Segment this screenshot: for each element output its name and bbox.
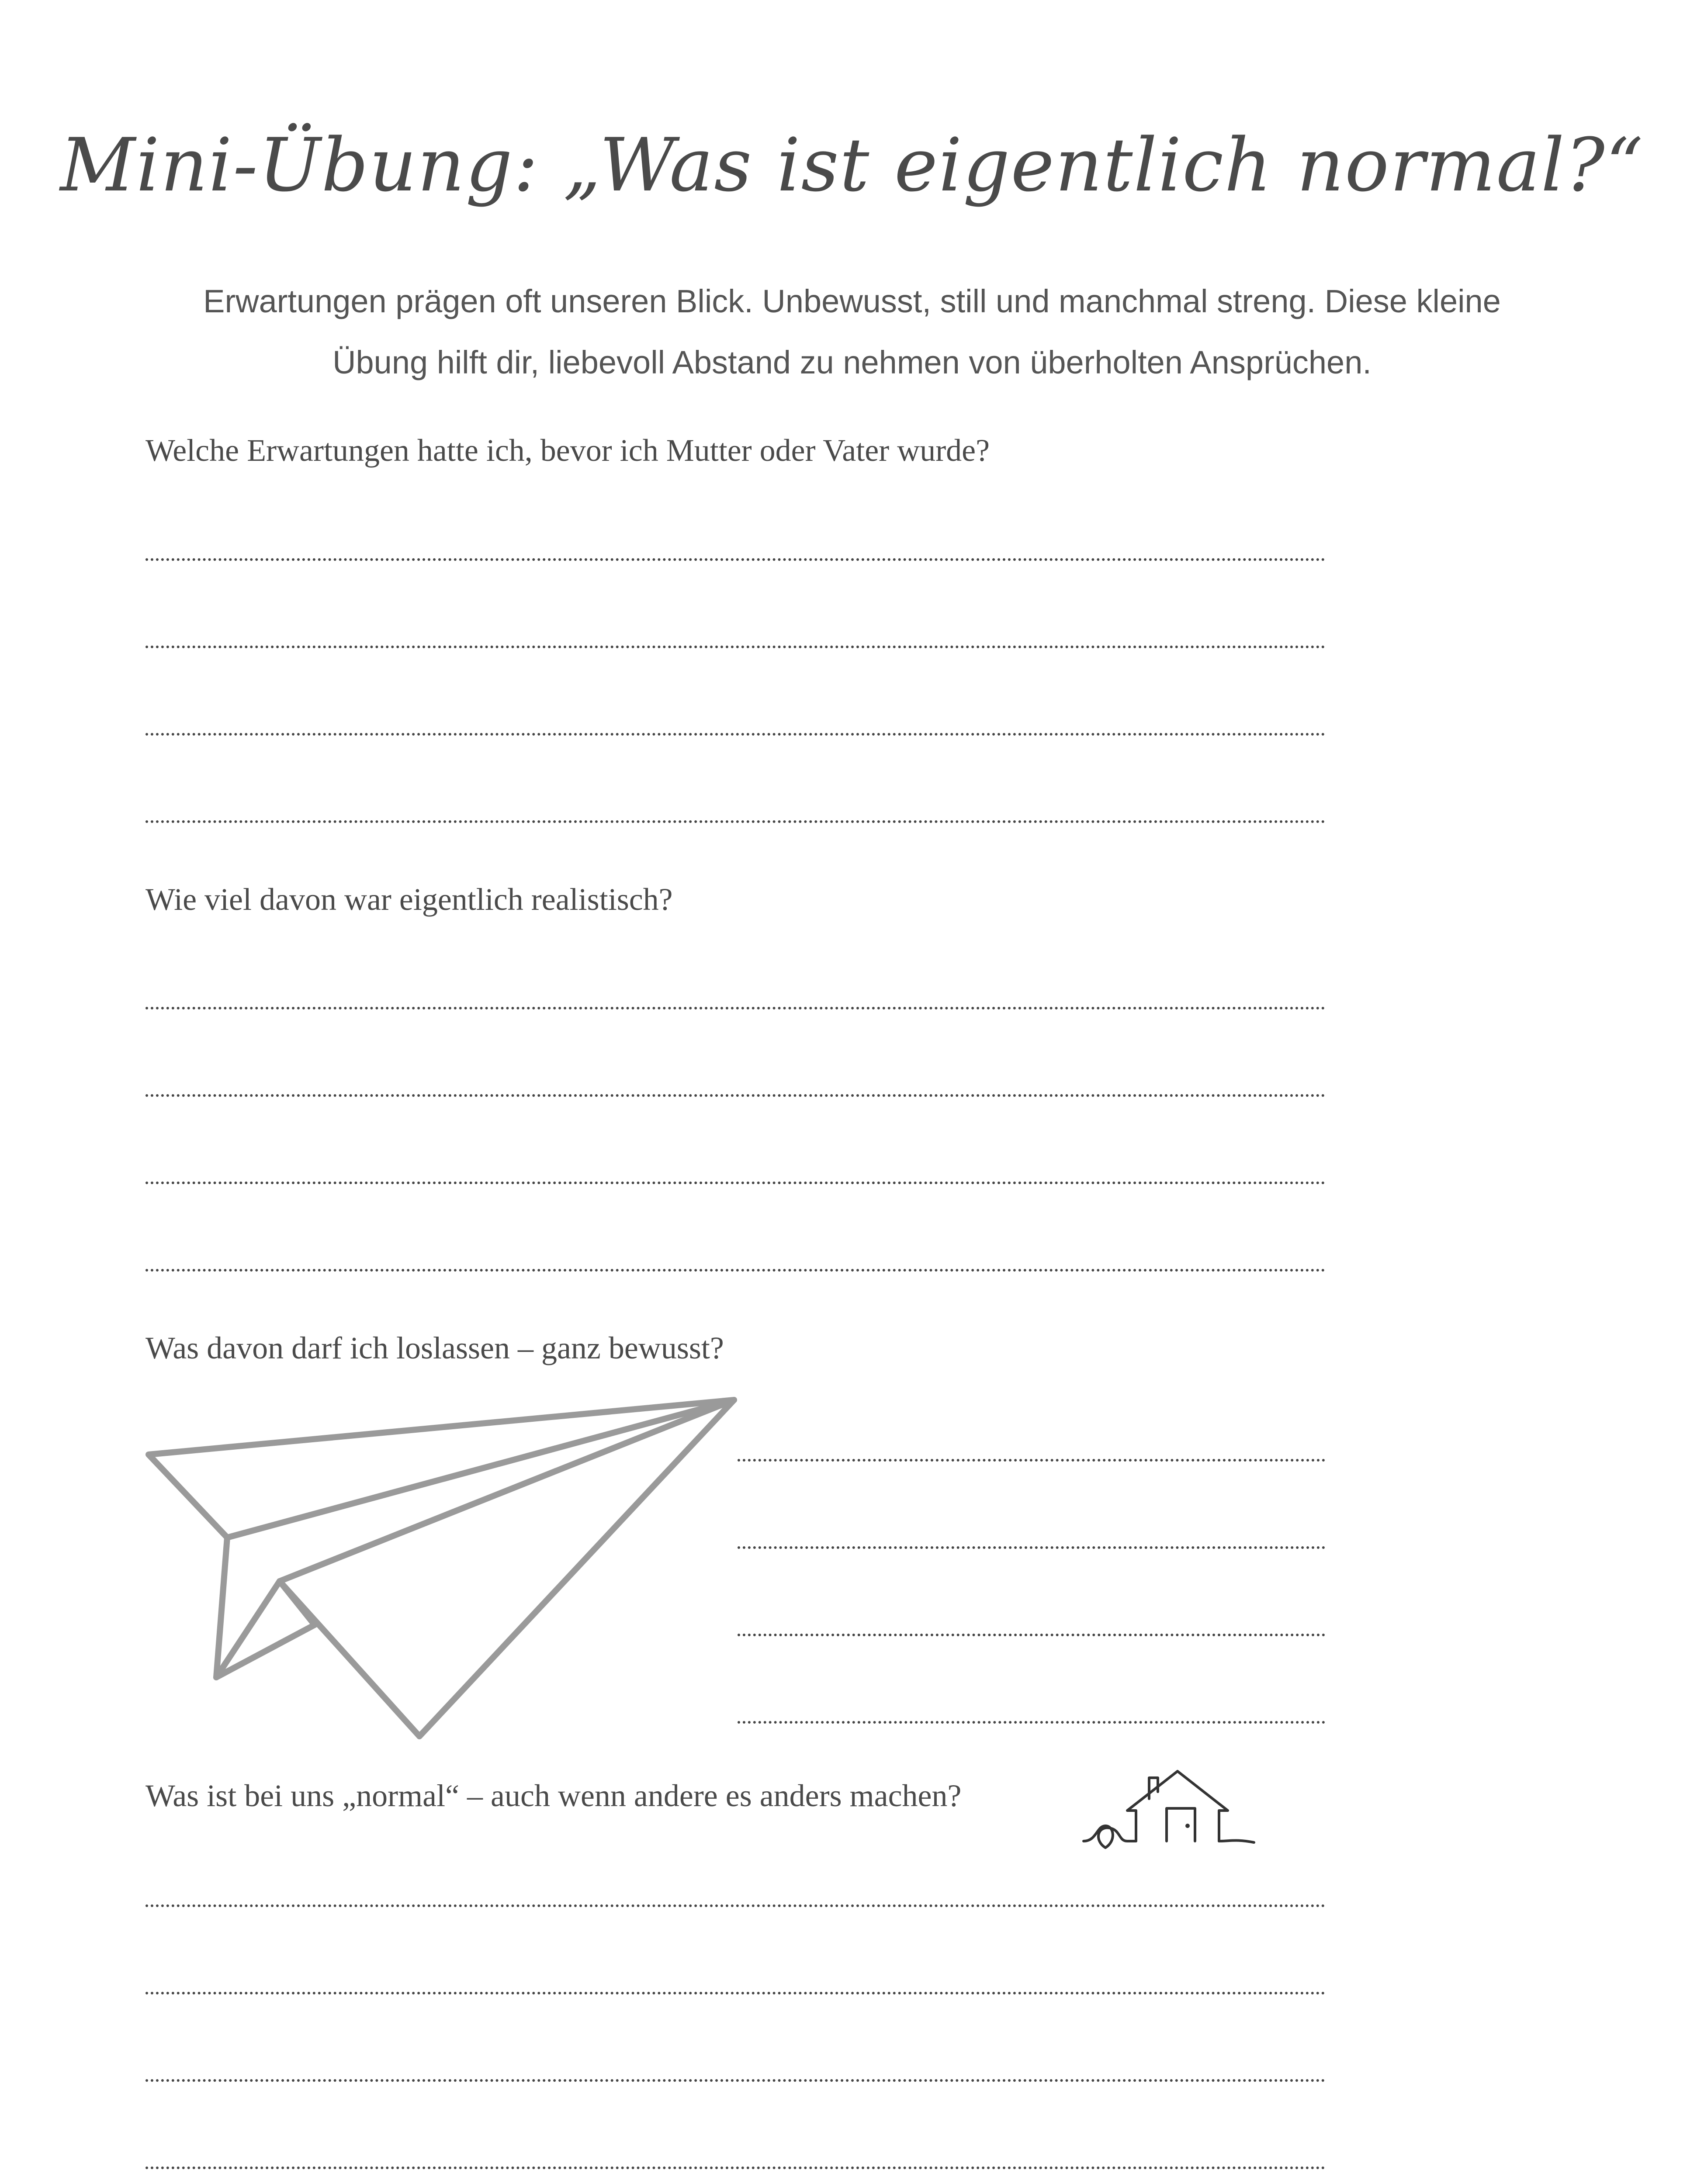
paper-plane-icon [140, 1393, 743, 1752]
house-heart-icon [1079, 1752, 1263, 1856]
answer-line[interactable] [145, 1992, 1325, 1994]
answer-line[interactable] [145, 820, 1325, 823]
answer-line[interactable] [145, 2167, 1325, 2169]
answer-line[interactable] [738, 1546, 1325, 1549]
intro-line-1: Erwartungen prägen oft unseren Blick. Unbewusst, still und manchmal streng. Diese kleine [203, 283, 1501, 319]
answer-line[interactable] [738, 1721, 1325, 1724]
page-title: Mini-Übung: „Was ist eigentlich normal?“ [60, 122, 1644, 208]
answer-line[interactable] [145, 1904, 1325, 1907]
answer-line[interactable] [145, 1007, 1325, 1009]
question-3: Was davon darf ich loslassen – ganz bewusst? [145, 1330, 724, 1365]
answer-line[interactable] [738, 1634, 1325, 1636]
answer-line[interactable] [145, 2079, 1325, 2082]
intro-line-2: Übung hilft dir, liebevoll Abstand zu nehmen von überholten Ansprüchen. [332, 344, 1372, 380]
answer-line[interactable] [145, 646, 1325, 648]
answer-line[interactable] [145, 558, 1325, 561]
answer-line[interactable] [738, 1459, 1325, 1462]
question-1: Welche Erwartungen hatte ich, bevor ich Mutter oder Vater wurde? [145, 433, 990, 468]
question-4: Was ist bei uns „normal“ – auch wenn andere es anders machen? [145, 1778, 962, 1813]
answer-line[interactable] [145, 1094, 1325, 1097]
answer-line[interactable] [145, 1182, 1325, 1184]
question-2: Wie viel davon war eigentlich realistisch? [145, 882, 673, 917]
answer-line[interactable] [145, 733, 1325, 736]
intro-text [131, 271, 1573, 393]
answer-line[interactable] [145, 1269, 1325, 1272]
